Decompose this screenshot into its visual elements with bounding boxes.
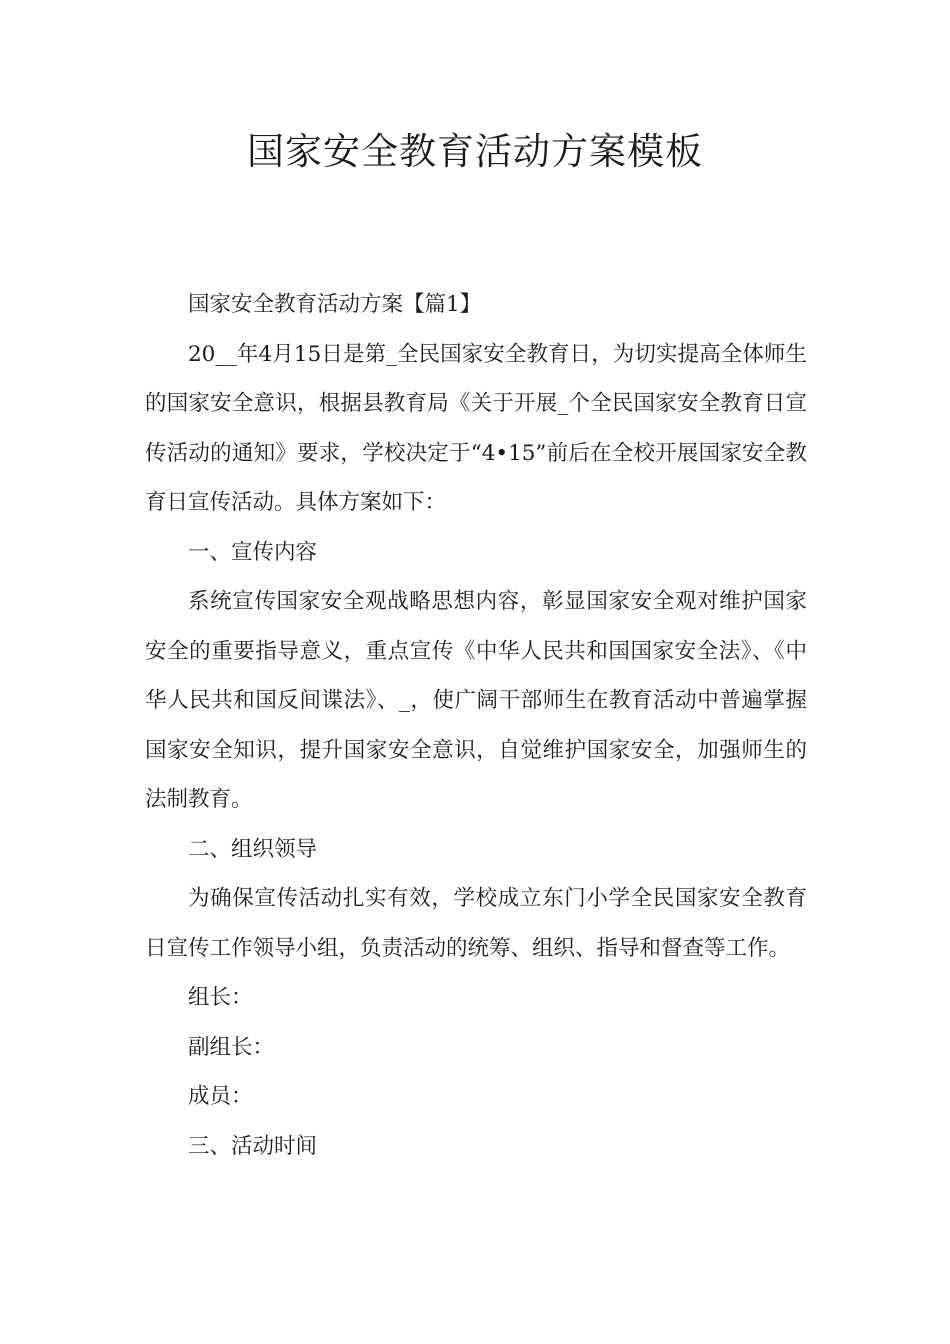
content-paragraph: 为确保宣传活动扎实有效，学校成立东门小学全民国家安全教育日宣传工作领导小组，负责活动的统筹、组织、指导和督查等工作。 [145, 886, 807, 961]
list-item: 成员： [188, 1084, 253, 1109]
section-heading: 国家安全教育活动方案【篇1】 [188, 292, 482, 317]
list-item: 副组长： [188, 1034, 275, 1060]
intro-paragraph: 20__年4月15日是第_全民国家安全教育日，为切实提高全体师生的国家安全意识，根据县教育局《关于开展_个全民国家安全教育日宣传活动的通知》要求，学校决定于“4•15”前后在全校开展国家安全教育日宣传活动。具体方案如下： [145, 341, 807, 515]
document-body [145, 280, 807, 1171]
section-heading: 一、宣传内容 [188, 539, 318, 565]
section-heading: 三、活动时间 [188, 1133, 318, 1159]
document-title: 国家安全教育活动方案模板 [247, 130, 703, 173]
section-heading: 二、组织领导 [188, 836, 318, 862]
list-item: 组长： [188, 985, 253, 1010]
content-paragraph: 系统宣传国家安全观战略思想内容，彰显国家安全观对维护国家安全的重要指导意义，重点宣传《中华人民共和国国家安全法》、《中华人民共和国反间谍法》、_，使广阔干部师生在教育活动中普遍掌握国家安全知识，提升国家安全意识，自觉维护国家安全，加强师生的法制教育。 [145, 589, 807, 812]
